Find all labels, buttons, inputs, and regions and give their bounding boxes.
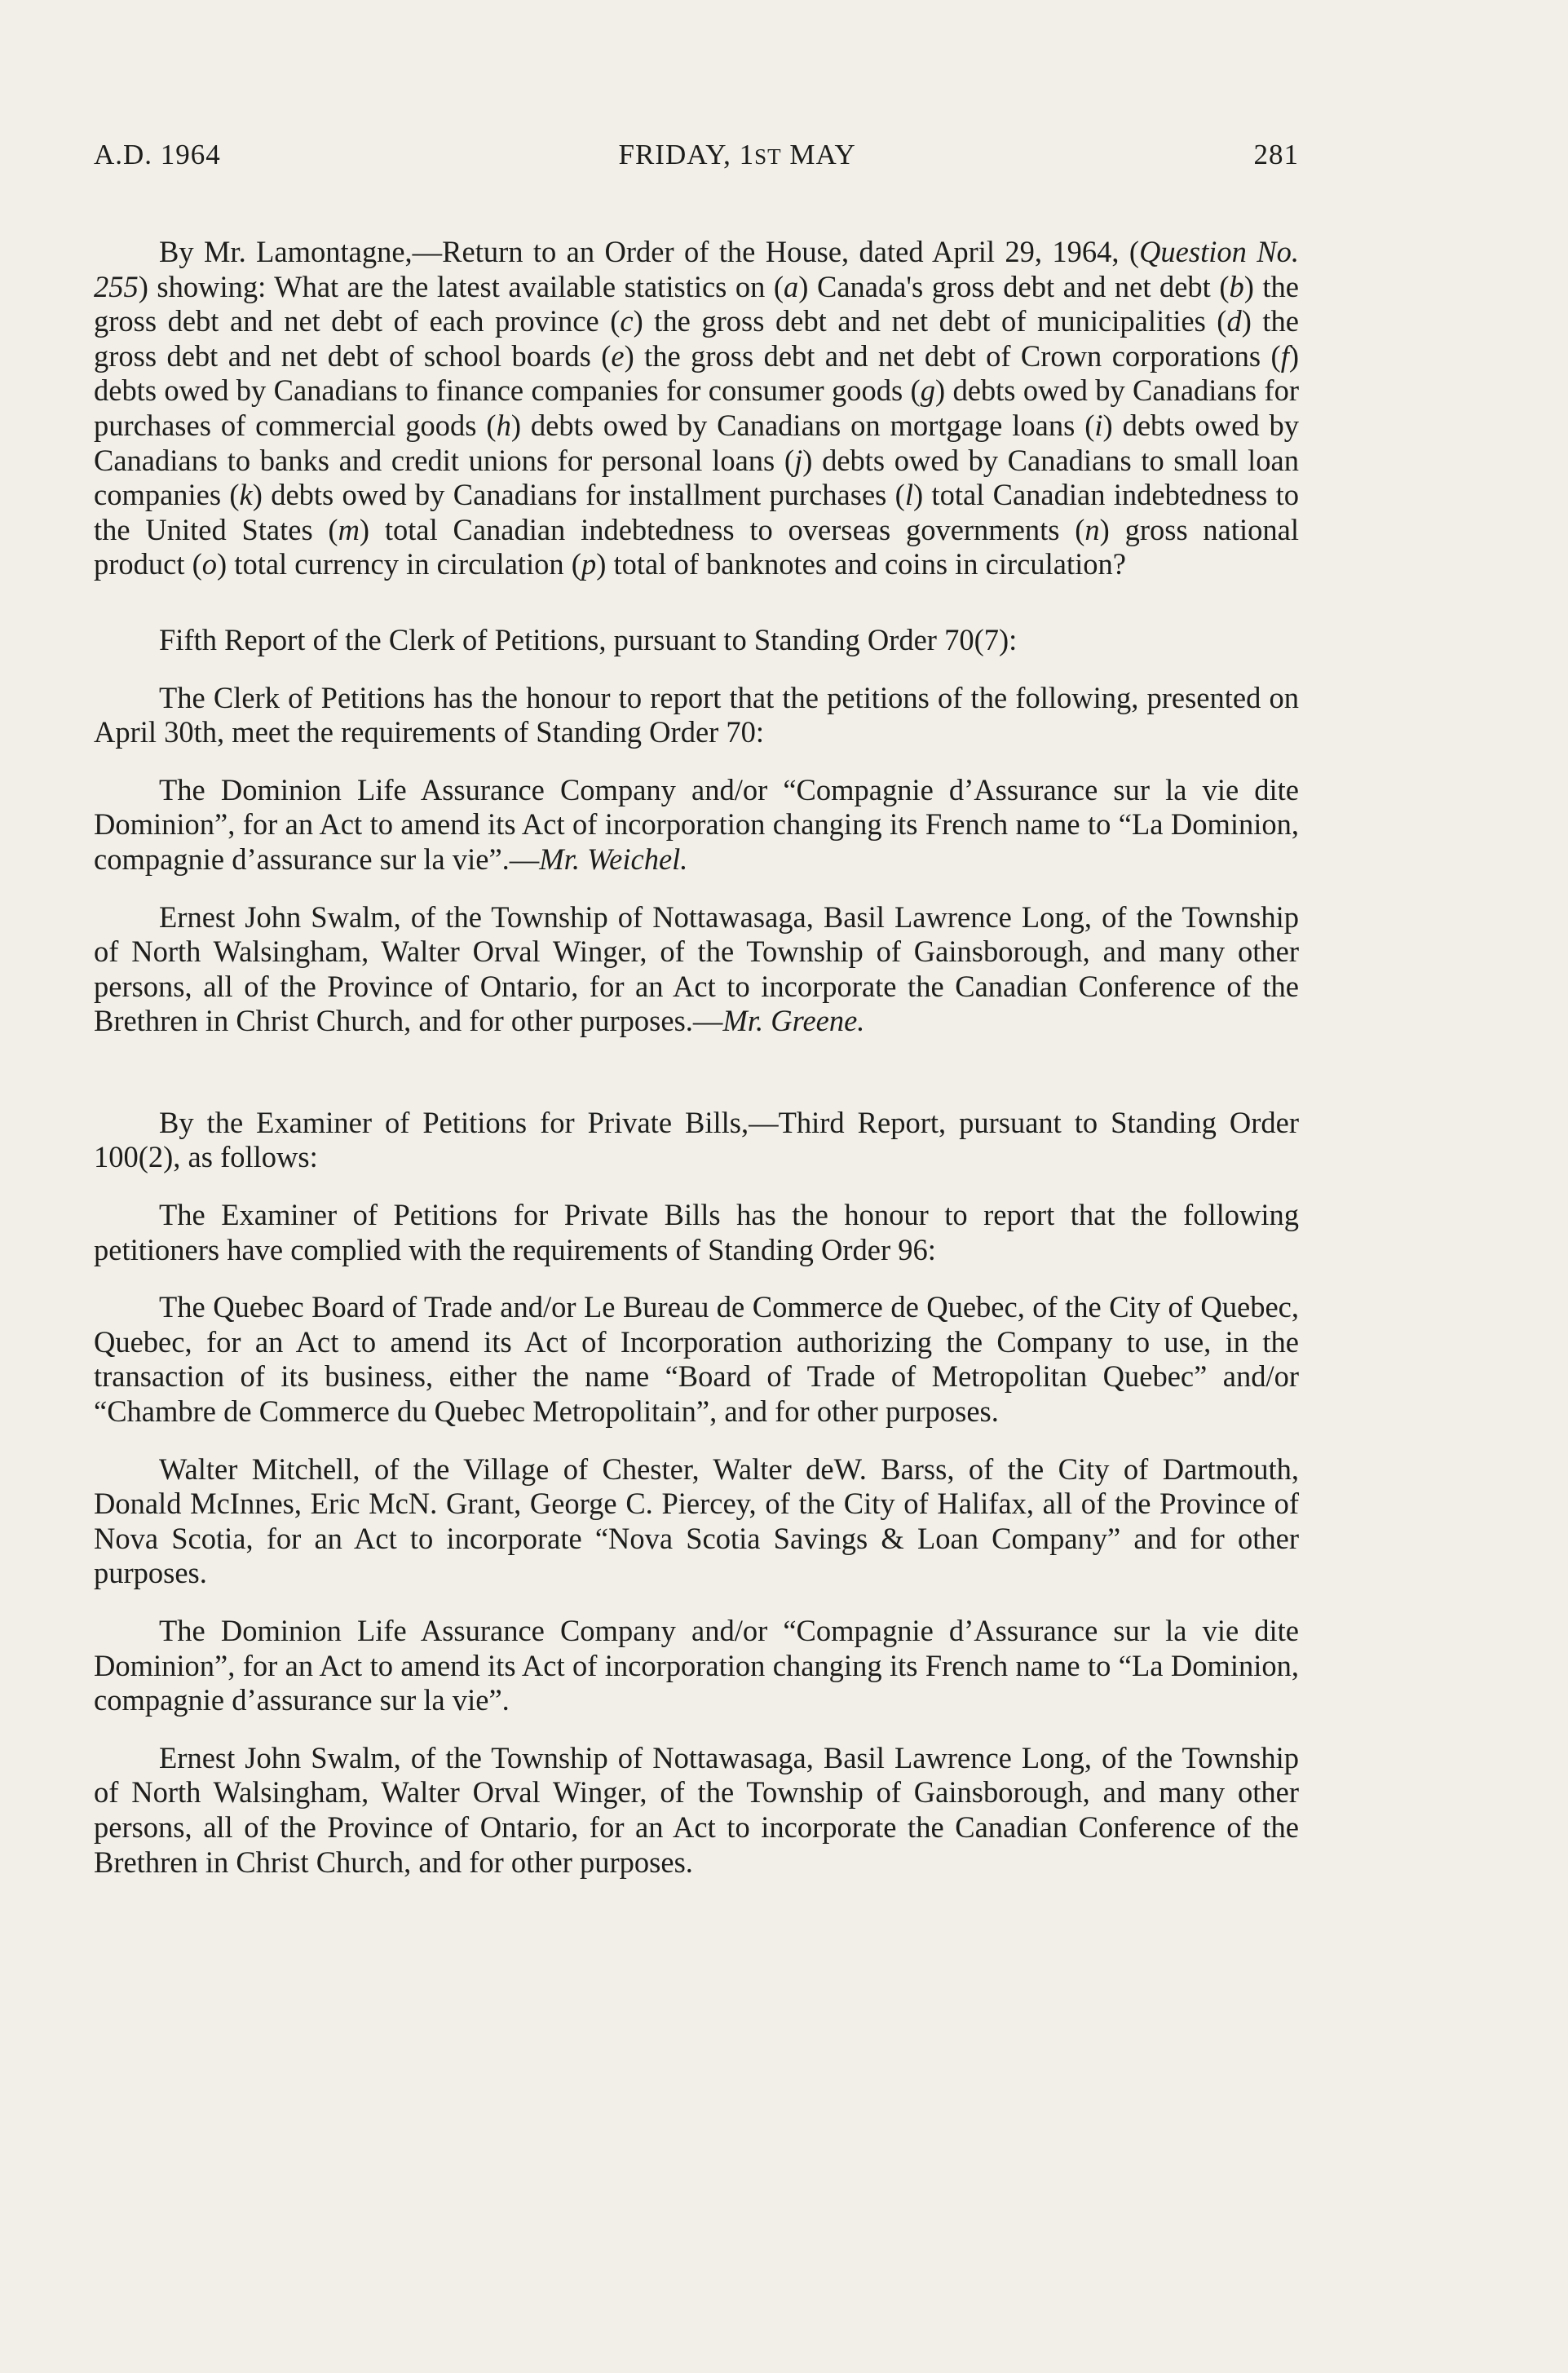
examiner-report-heading: By the Examiner of Petitions for Private Bills,—Third Report, pursuant to Standing Order 100(2), as follows: xyxy=(94,1105,1299,1174)
petition-sponsor: Mr. Greene. xyxy=(722,1004,865,1038)
clerk-report-intro: The Clerk of Petitions has the honour to report that the petitions of the following, presented on April 30th, meet the requirements of Standing Order 70: xyxy=(94,680,1299,749)
examiner-report-intro: The Examiner of Petitions for Private Bills has the honour to report that the following petitioners have complied with the requirements of Standing Order 96: xyxy=(94,1198,1299,1266)
header-year: A.D. 1964 xyxy=(94,139,221,170)
petitioner-nova-scotia-savings: Walter Mitchell, of the Village of Chester, Walter deW. Barss, of the City of Dartmouth, Donald McInnes, Eric McN. Grant, George C. Piercey, of the City of Halifax, all of the Province of Nova Scotia, for an Act to incorporate “Nova Scotia Savings & Loan Company” and for other purposes. xyxy=(94,1452,1299,1590)
petitioner-dominion-life: The Dominion Life Assurance Company and/or “Compagnie d’Assurance sur la vie dite Dominion”, for an Act to amend its Act of incorporation changing its French name to “La Dominion, compagnie d’assurance sur la vie”. xyxy=(94,1614,1299,1717)
petition-brethren-church: Ernest John Swalm, of the Township of Nottawasaga, Basil Lawrence Long, of the Township of North Walsingham, Walter Orval Winger, of the Township of Gainsborough, and many other persons, all of the Province of Ontario, for an Act to incorporate the Canadian Conference of the Brethren in Christ Church, and for other purposes.—Mr. Greene. xyxy=(94,899,1299,1038)
petitioner-brethren-church: Ernest John Swalm, of the Township of Nottawasaga, Basil Lawrence Long, of the Township of North Walsingham, Walter Orval Winger, of the Township of Gainsborough, and many other persons, all of the Province of Ontario, for an Act to incorporate the Canadian Conference of the Brethren in Christ Church, and for other purposes. xyxy=(94,1740,1299,1879)
clerk-report-heading: Fifth Report of the Clerk of Petitions, pursuant to Standing Order 70(7): xyxy=(159,622,1018,656)
header-date-suffix: ST xyxy=(754,144,782,169)
petitioner-quebec-board: The Quebec Board of Trade and/or Le Bureau de Commerce de Quebec, of the City of Quebec, Quebec, for an Act to amend its Act of Incorporation authorizing the Company to use, in the transaction of its business, either the name “Board of Trade of Metropolitan Quebec” and/or “Chambre de Commerce du Quebec Metropolitain”, and for other purposes. xyxy=(94,1290,1299,1429)
petition-sponsor: Mr. Weichel. xyxy=(539,842,688,876)
running-header xyxy=(94,139,1299,171)
petition-dominion-life: The Dominion Life Assurance Company and/or “Compagnie d’Assurance sur la vie dite Dominion”, for an Act to amend its Act of incorporation changing its French name to “La Dominion, compagnie d’assurance sur la vie”.—Mr. Weichel. xyxy=(94,772,1299,876)
header-date: FRIDAY, 1ST MAY xyxy=(618,139,856,170)
return-order-paragraph: By Mr. Lamontagne,—Return to an Order of the House, dated April 29, 1964, (Question No. 255) showing: What are the latest available statistics on (a) Canada's gross debt and net debt (b) the gross debt and net debt of each province (c) the gross debt and net debt of municipalities (d) the gross debt and net debt of school boards (e) the gross debt and net debt of Crown corporations (f) debts owed by Canadians to finance companies for consumer goods (g) debts owed by Canadians for purchases of commercial goods (h) debts owed by Canadians on mortgage loans (i) debts owed by Canadians to banks and credit unions for personal loans (j) debts owed by Canadians to small loan companies (k) debts owed by Canadians for installment purchases (l) total Canadian indebtedness to the United States (m) total Canadian indebtedness to overseas governments (n) gross national product (o) total currency in circulation (p) total of banknotes and coins in circulation? xyxy=(94,235,1299,581)
page-number: 281 xyxy=(1253,139,1299,170)
question-number: Question No. 255 xyxy=(94,235,1299,303)
